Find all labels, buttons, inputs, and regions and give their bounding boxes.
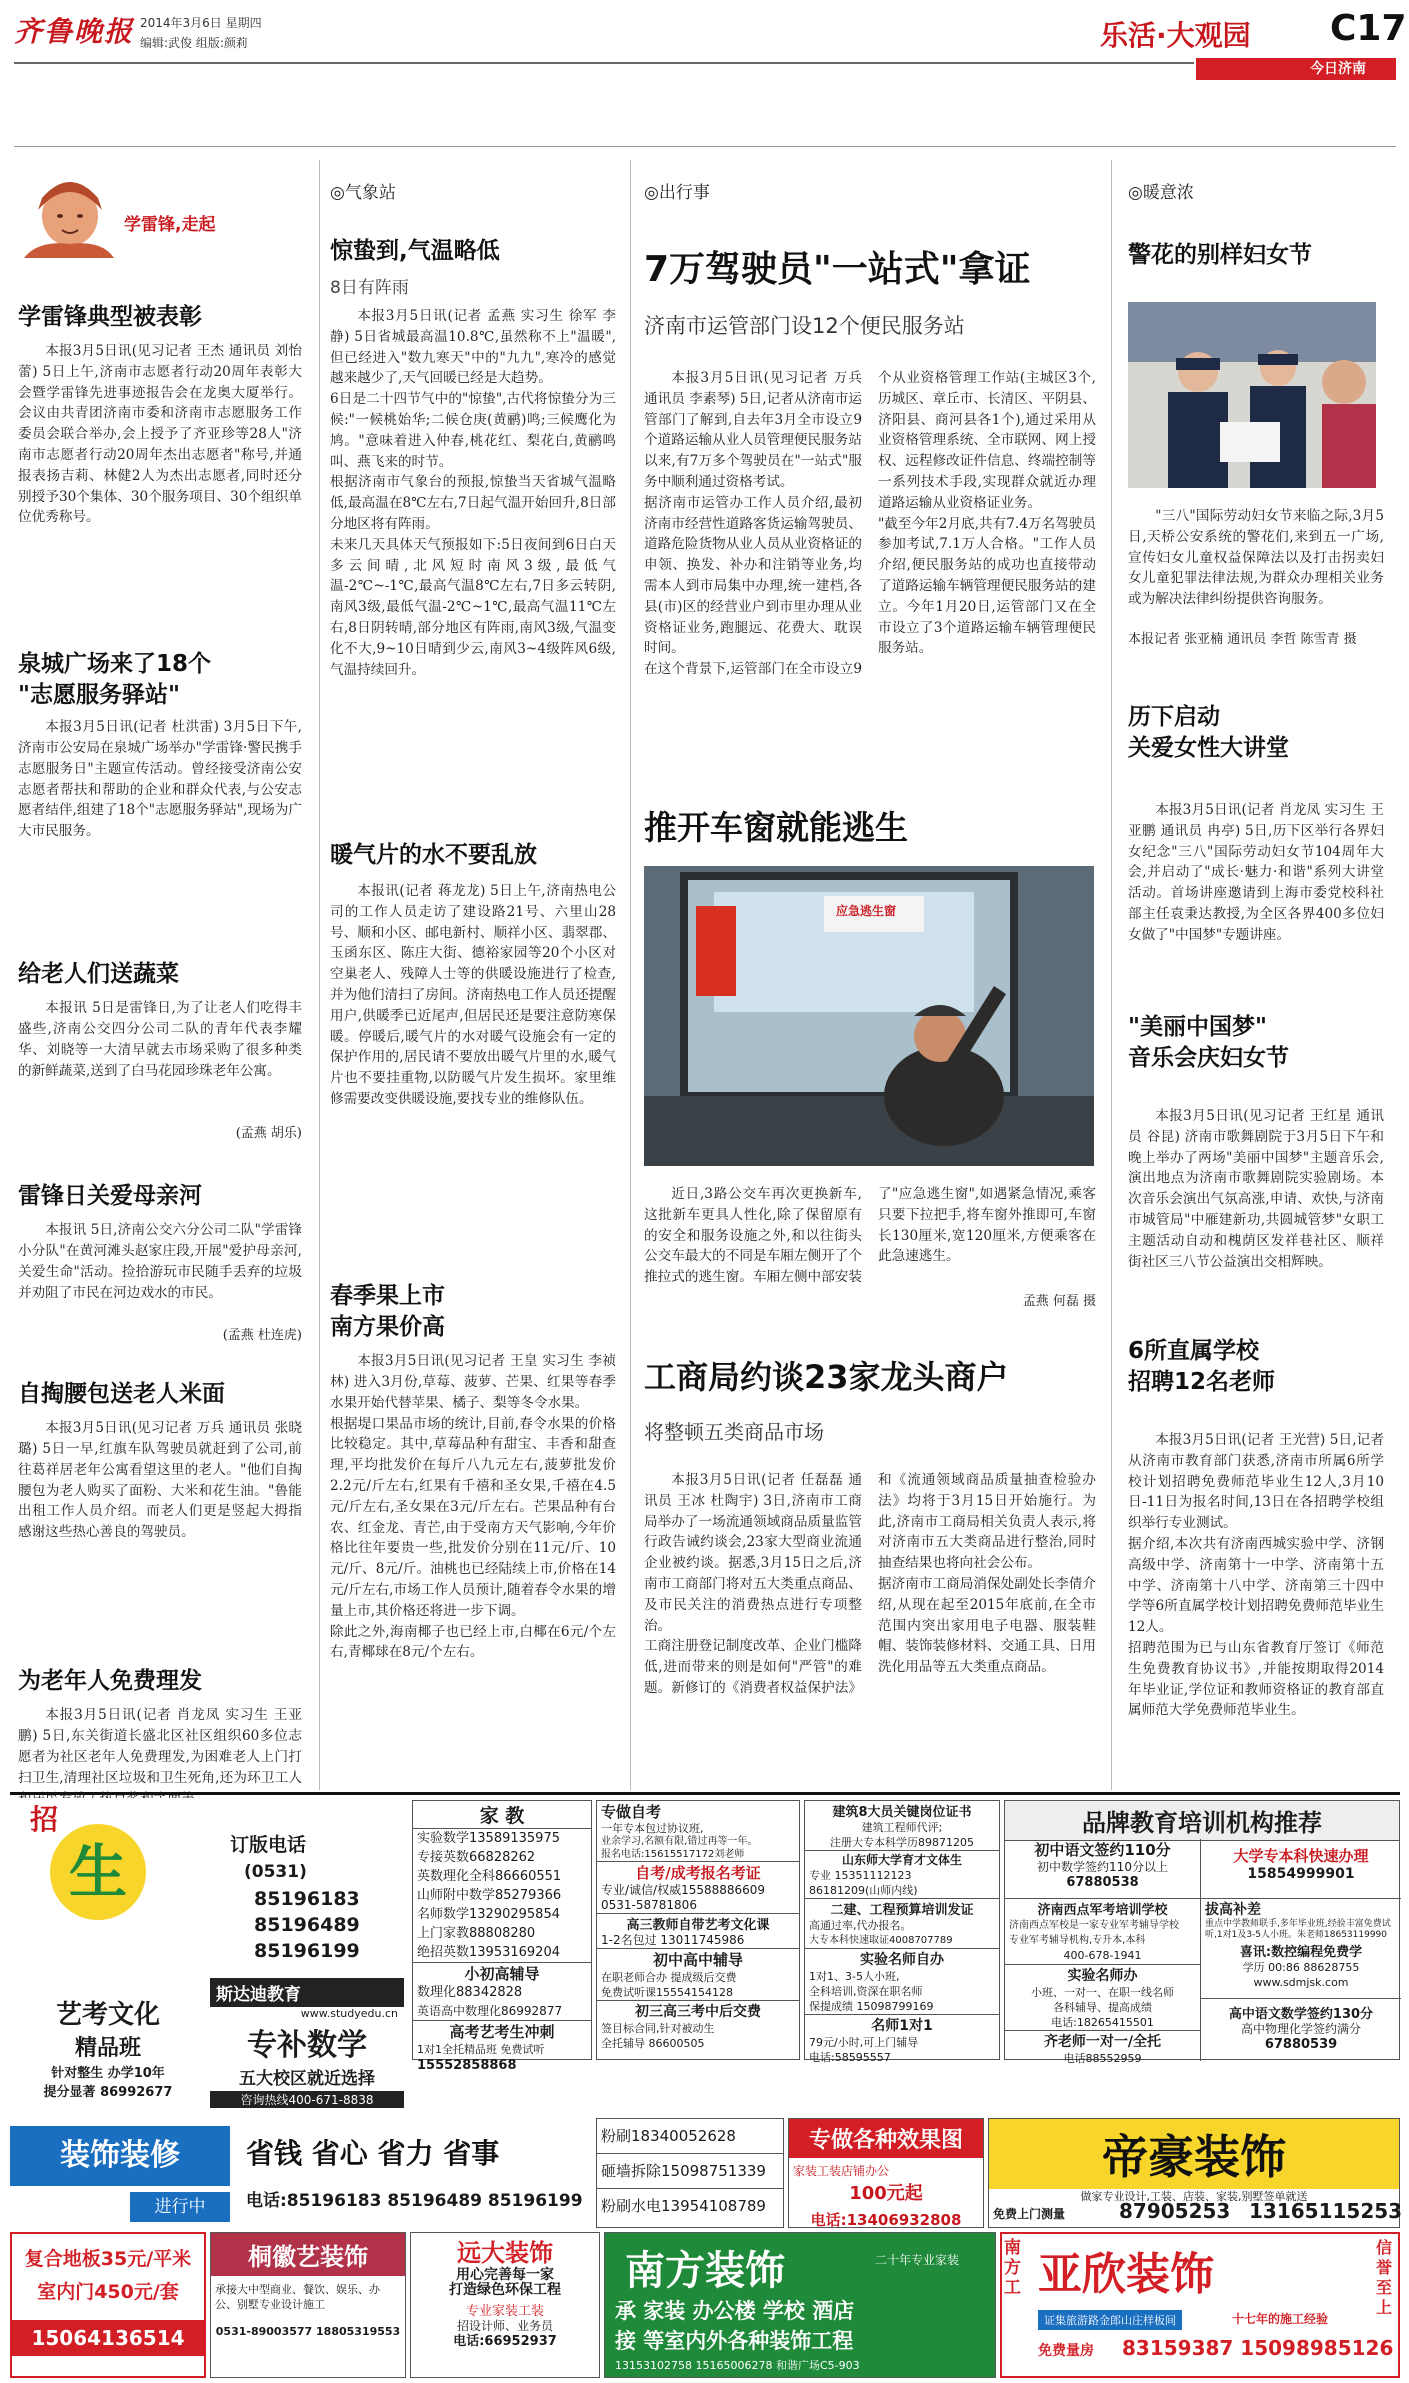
article-body: 本报讯(记者 蒋龙龙) 5日上午,济南热电公司的工作人员走访了建设路21号、六里山28号、顺和小区、邮电新村、顺祥小区、翡翠郡、玉函东区、陈庄大街、德裕家园等20个小区对空巢老人、残障人士等的供暖设施进行了检查,并为他们清扫了房间。济南热电工作人员还提醒用户,供暖季已近尾声,但居民还是要注意防寒保暖。停暖后,暖气片的水对暖气设施会有一定的保护作用的,居民请不要放出暖气片里的水,暖气片也不要挂重物,以防暖气片发生损坏。家里维修需要改变供暖设施,要找专业的维修队伍。 bbox=[330, 883, 616, 1108]
ad-line: 电话:66952937 bbox=[453, 2334, 557, 2349]
article-title: 工商局约谈23家龙头商户 bbox=[644, 1358, 1009, 1396]
ad-phone: 83159387 15098985126 bbox=[1122, 2336, 1394, 2360]
ad-phone: 85196183 bbox=[254, 1888, 360, 1910]
article-title: 为老年人免费理发 bbox=[18, 1668, 202, 1695]
article-title: 6所直属学校 招聘12名老师 bbox=[1128, 1338, 1276, 1396]
article-body: 本报讯 5日是雷锋日,为了让老人们吃得丰盛些,济南公交四分公司二队的青年代表李耀华、刘晓等一大清早就去市场采购了很多种类的新鲜蔬菜,送到了白马花园珍珠老年公寓。 bbox=[18, 1000, 302, 1079]
ad-line: 名师数学13290295854 bbox=[417, 1907, 560, 1922]
ad-cell bbox=[1005, 2031, 1201, 2065]
ad-title: 拔高补差 bbox=[1205, 1902, 1261, 1918]
section-name: 乐活·大观园 bbox=[1100, 19, 1251, 52]
ad-phone: 85196489 bbox=[254, 1914, 360, 1936]
ad-line: 承 家装 办公楼 学校 酒店 bbox=[615, 2299, 855, 2323]
ad-line: 承接大中型商业、餐饮、娱乐、办公、别墅专业设计施工 bbox=[215, 2283, 380, 2311]
ad-line: 电话:13406932808 bbox=[810, 2211, 962, 2229]
ad-cell bbox=[1201, 1899, 1401, 1999]
ad-line: 电话:58595557 bbox=[809, 2051, 891, 2064]
ad-line: 提分显著 86992677 bbox=[43, 2085, 173, 2100]
ad-line: 专接英数66828262 bbox=[417, 1850, 536, 1865]
ad-line: 13153102758 15165006278 和谐广场C5-903 bbox=[615, 2359, 860, 2372]
ad-line: 报名电话:15615517172刘老师 bbox=[601, 1849, 745, 1860]
enrollment-ad bbox=[10, 1798, 210, 1938]
render-effect-ad bbox=[788, 2118, 984, 2228]
article-title: 暖气片的水不要乱放 bbox=[330, 842, 537, 869]
ad-title: 齐老师一对一/全托 bbox=[1043, 2034, 1162, 2050]
masthead-editors: 编辑:武俊 组版:颜莉 bbox=[140, 36, 248, 50]
ad-line: 大专本科快速取证4008707789 bbox=[809, 1935, 953, 1946]
ad-title: 家 教 bbox=[413, 1801, 591, 1829]
decoration-banner-ad bbox=[10, 2118, 584, 2228]
ad-title: 帝豪装饰 bbox=[989, 2119, 1399, 2189]
dihao-decoration-ad bbox=[988, 2118, 1403, 2228]
ad-area: (0531) bbox=[244, 1862, 307, 1882]
ad-line: 十七年的施工经验 bbox=[1232, 2312, 1329, 2326]
ad-cell bbox=[1201, 1839, 1401, 1899]
ad-phone: 87905253 bbox=[1119, 2199, 1231, 2223]
article-title: 警花的别样妇女节 bbox=[1128, 242, 1312, 268]
ad-line: 67880539 bbox=[1264, 2037, 1338, 2052]
ad-title: 专做各种效果图 bbox=[789, 2119, 983, 2158]
article-subtitle: 8日有阵雨 bbox=[330, 278, 409, 299]
tonghui-decoration-ad bbox=[210, 2232, 406, 2378]
ad-title: 远大装饰 bbox=[457, 2239, 553, 2267]
ad-line: 1对1全托精品班 免费试听 bbox=[417, 2043, 545, 2056]
photo-title: 推开车窗就能逃生 bbox=[644, 808, 908, 847]
ad-label: 信誉至上 bbox=[1376, 2238, 1393, 2317]
article-subtitle: 将整顿五类商品市场 bbox=[644, 1420, 824, 1444]
ad-line: 全托辅导 86600505 bbox=[601, 2037, 705, 2050]
section-label: ◎出行事 bbox=[644, 183, 710, 203]
article-body: 本报3月5日讯(见习记者 王杰 通讯员 刘怡蕾) 5日上午,济南市志愿者行动20周年表彰大会暨学雷锋先进事迹报告会在龙奥大厦举行。会议由共青团济南市委和济南市志愿服务工作委员会联合举办,会上授予了齐亚珍等28人"济南市志愿者行动20周年杰出志愿者"称号,并通报表扬吉莉、林健2人为杰出志愿者,同时还分别授予30个集体、30个服务项目、30个组织单位优秀称号。 bbox=[18, 343, 302, 526]
ad-cell bbox=[1005, 1839, 1201, 1899]
paint-ad bbox=[596, 2118, 784, 2228]
article-body: 本报3月5日讯(见习记者 万兵 通讯员 张晓璐) 5日一早,红旗车队驾驶员就赶到了公司,前往葛祥居老年公寓看望这里的老人。"他们自掏腰包为老人购买了面粉、大米和花生油。"鲁能出租工作人员介绍。而老人们更是竖起大拇指感谢这些热心善良的驾驶员。 bbox=[18, 1420, 302, 1541]
ad-line: 家装工装店铺办公 bbox=[793, 2164, 890, 2178]
ad-cell bbox=[1005, 1965, 1201, 2031]
education-brands-ad bbox=[1004, 1800, 1400, 2065]
section-label: ◎气象站 bbox=[330, 183, 396, 203]
yaxin-decoration-ad bbox=[1000, 2232, 1400, 2378]
ad-line: 高中物理化学签约满分 bbox=[1240, 2022, 1361, 2036]
ad-line: 0531-58781806 bbox=[601, 1898, 697, 1912]
article-body: 本报3月5日讯(记者 孟燕 实习生 徐军 李静) 5日省城最高温10.8℃,虽然称不上"温暖",但已经进入"数九寒天"中的"九九",寒冷的感觉越来越少了,天气回暖已经是大趋势。 6日是二十四节气中的"惊蛰",古代将惊蛰分为三候:"一候桃始华;二候仓庚(黄鹂)鸣;三候鹰化为鸠。"意味着进入仲春,桃花红、梨花白,黄鹂鸣叫、燕飞来的时节。 根据济南市气象台的预报,惊蛰当天省城气温略低,最高温在8℃左右,7日起气温开始回升,8日部分地区将有阵雨。 未来几天具体天气预报如下:5日夜间到6日白天多云间晴,北风短时南风3级,最低气温-2℃~-1℃,最高气温8℃左右,7日多云转阴,南风3级,最低气温-2℃~1℃,最高气温11℃左右,8日阴转晴,部分地区有阵雨,南风3级,气温变化不大,9~10日晴到少云,南风3~4级阵风6级,气温持续回升。 bbox=[330, 308, 616, 678]
article-byline: 本报记者 张亚楠 通讯员 李哲 陈雪青 摄 bbox=[1128, 632, 1357, 647]
ad-title: 初三高三考中后交费 bbox=[597, 2000, 799, 2021]
ad-line: 学历 00:86 88628755 bbox=[1242, 1961, 1360, 1974]
ad-title: 济南西点军考培训学校 bbox=[1037, 1903, 1168, 1918]
ad-line: 英数理化全科86660551 bbox=[417, 1869, 562, 1884]
article-body: 本报3月5日讯(记者 杜洪雷) 3月5日下午,济南市公安局在泉城广场举办"学雷锋·警民携手志愿服务日"主题宣传活动。曾经接受济南公安志愿者帮扶和帮助的企业和群众代表,与公安志愿者结伴,组建了18个"志愿服务驿站",现场为广大市民服务。 bbox=[18, 719, 302, 840]
ad-line: 全科培训,资深在职名师 bbox=[809, 1985, 923, 1998]
ad-title: 名师1对1 bbox=[805, 2014, 999, 2035]
article-body: 本报3月5日讯(记者 肖龙凤 实习生 王亚鹏 通讯员 冉亭) 5日,历下区举行各界妇女纪念"三八"国际劳动妇女节104周年大会,并启动了"成长·魅力·和谐"系列大讲堂活动。首场讲座邀请到上海市委党校科社部主任袁秉达教授,为全区各界400多位妇女做了"中国梦"专题讲座。 bbox=[1128, 802, 1384, 943]
ad-title: 初中语文签约110分 bbox=[1034, 1841, 1171, 1859]
lei-feng-banner: 学雷锋,走起 bbox=[124, 215, 216, 235]
masthead-paper: 齐鲁晚报 bbox=[14, 15, 135, 48]
ad-title: 高考艺考生冲刺 bbox=[413, 2020, 591, 2042]
ad-label: 订版电话 bbox=[230, 1834, 307, 1856]
ad-phone: 15064136514 bbox=[12, 2320, 204, 2356]
flooring-ad bbox=[10, 2232, 206, 2378]
ad-line: 粉刷18340052628 bbox=[597, 2119, 783, 2154]
page-number: C17 bbox=[1330, 8, 1407, 49]
art-exam-ad bbox=[10, 1990, 206, 2112]
ad-line: 用心完善每一家 bbox=[456, 2267, 554, 2283]
ad-line: 业余学习,名额有限,错过再等一年。 bbox=[601, 1836, 758, 1847]
article-body: 本报3月5日讯(见习记者 王皇 实习生 李祯林) 进入3月份,草莓、菠萝、芒果、红果等春季水果开始代替苹果、橘子、梨等冬令水果。 根据堤口果品市场的统计,目前,春令水果的价格比较稳定。其中,草莓品种有甜宝、丰香和甜查理,平均批发价在每斤八九元左右,菠萝批发价2.2元/斤左右,红果有千禧和圣女果,千禧在4.5元/斤左右,圣女果在3元/斤左右。芒果品种有台农、红金龙、青芒,由于受南方天气影响,今年价格比往年要贵一些,批发价分别在11元/斤、10元/斤、8元/斤。油桃也已经陆续上市,价格在14元/斤左右,市场工作人员预计,随着春令水果的增量上市,其价格还将进一步下调。 除此之外,海南椰子也已经上市,白椰在6元/个左右,青椰球在8元/个左右。 bbox=[330, 1353, 616, 1661]
col2-stack bbox=[330, 236, 616, 1809]
ad-line: 英语高中数理化86992877 bbox=[417, 2004, 563, 2018]
ad-label: 南方工 bbox=[1004, 2238, 1021, 2298]
ad-line: 接 等室内外各种装饰工程 bbox=[615, 2329, 854, 2353]
ad-title: 山东师大学育才文体生 bbox=[805, 1850, 999, 1868]
ad-cell bbox=[1201, 1999, 1401, 2061]
photo-caption: 近日,3路公交车再次更换新车,这批新车更具人性化,除了保留原有的安全和服务设施之外,和以往街头公交车最大的不同是车厢左侧开了个推拉式的逃生窗。车厢左侧中部安装了"应急逃生窗",如遇紧急情况,乘客只要下拉把手,将车窗外推即可,车窗长130厘米,宽120厘米,方便乘客在此急速逃生。 bbox=[644, 1186, 1096, 1286]
ad-line: 二十年专业家装 bbox=[875, 2253, 960, 2267]
article-title: 泉城广场来了18个 "志愿服务驿站" bbox=[18, 651, 212, 709]
ad-line: 粉刷水电13954108789 bbox=[601, 2197, 766, 2215]
ad-line: 山师附中数学85279366 bbox=[417, 1888, 562, 1903]
article-body: "三八"国际劳动妇女节来临之际,3月5日,天桥公安系统的警花们,来到五一广场,宣传妇女儿童权益保障法以及打击拐卖妇女儿童犯罪法律法规,为群众办理相关业务或为解决法律纠纷提供咨询服务。 bbox=[1128, 508, 1384, 608]
ad-line: 签目标合同,针对被动生 bbox=[601, 2022, 715, 2035]
article-title: 给老人们送蔬菜 bbox=[18, 961, 179, 988]
ad-line: 打造绿色环保工程 bbox=[449, 2282, 561, 2298]
ad-phone: 电话:85196183 85196489 85196199 bbox=[246, 2191, 583, 2211]
ad-line: 五大校区就近选择 bbox=[239, 2069, 375, 2089]
ad-phone: 85196199 bbox=[254, 1940, 360, 1962]
ad-line: 67880538 bbox=[1066, 1875, 1139, 1890]
ad-label: 装饰装修 bbox=[10, 2126, 230, 2186]
ad-title: 喜讯:数控编程免费学 bbox=[1239, 1945, 1363, 1960]
escape-window-label: 应急逃生窗 bbox=[836, 904, 897, 918]
ad-line: 高通过率,代办报名。 bbox=[809, 1919, 912, 1932]
article-title: 惊蛰到,气温略低 bbox=[330, 238, 500, 264]
article-body: 本报3月5日讯(记者 任磊磊 通讯员 王冰 杜陶宇) 3日,济南市工商局举办了一场流通领域商品质量监管行政告诫约谈会,23家大型商业流通企业被约谈。据悉,3月15日之后,济南市工商部门将对五大类重点商品、及市民关注的消费热点进行专项整治。 工商注册登记制度改革、企业门槛降低,进而带来的则是如何"严管"的难题。新修订的《消费者权益保护法》和《流通领域商品质量抽查检验办法》均将于3月15日开始施行。为此,济南市工商局相关负责人表示,将对济南市五大类商品进行整治,同时抽查结果也将向社会公布。 据济南市工商局消保处副处长李倩介绍,从现在起至2015年底前,在全市范围内突出家用电子电器、服装鞋帽、装饰装修材料、交通工具、日用洗化用品等五大类重点商品。 bbox=[644, 1472, 1096, 1696]
ad-line: 上门家教88808280 bbox=[417, 1926, 536, 1941]
ad-line: 针对整生 办学10年 bbox=[51, 2066, 165, 2081]
ad-line: 在职老师合办 提成级后交费 bbox=[601, 1971, 737, 1984]
ad-line: 0531-89003577 18805319553 bbox=[215, 2325, 401, 2338]
nanfang-decoration-ad bbox=[604, 2232, 996, 2378]
ad-line: 专业家装工装 bbox=[465, 2304, 544, 2319]
ad-title: 高中语文数学签约130分 bbox=[1228, 2007, 1374, 2022]
ad-line: 1对1、3-5人小班, bbox=[809, 1970, 900, 1983]
ad-line: 电话:18265415501 bbox=[1051, 2016, 1154, 2029]
ad-char: 招 bbox=[30, 1803, 59, 1836]
ad-line: 1-2名包过 13011745986 bbox=[601, 1933, 745, 1947]
ad-title: 建筑8大员关键岗位证书 bbox=[832, 1805, 972, 1820]
tutor-ad bbox=[412, 1800, 592, 2073]
ad-line: 注册大专本科学历89871205 bbox=[830, 1836, 974, 1849]
ad-site: www.studyedu.cn bbox=[300, 2007, 398, 2020]
article-title: 学雷锋典型被表彰 bbox=[18, 304, 202, 330]
section-label: ◎暖意浓 bbox=[1128, 183, 1194, 203]
column-divider bbox=[319, 160, 320, 1790]
ad-title: 初中高中辅导 bbox=[597, 1948, 799, 1970]
ad-title: 实验名师办 bbox=[1067, 1968, 1138, 1984]
ad-line: 保提成绩 15098799169 bbox=[809, 2000, 934, 2013]
lead-subtitle: 济南市运管部门设12个便民服务站 bbox=[644, 314, 965, 338]
ad-label: 进行中 bbox=[130, 2192, 230, 2222]
article-body: 本报3月5日讯(记者 肖龙凤 实习生 王亚鹏) 5日,东关街道长盛北区社区组织60多位志愿者为社区老年人免费理发,为困难老人上门打扫卫生,清理社区垃圾和卫生死角,还为环卫工人 bbox=[18, 1707, 302, 1786]
ads-top-rule bbox=[10, 1792, 1400, 1795]
ad-line: 专业 15351112123 bbox=[809, 1869, 912, 1882]
ad-title: 复合地板35元/平米 bbox=[24, 2248, 192, 2270]
ad-line: 咨询热线400-671-8838 bbox=[210, 2091, 404, 2108]
ad-line: 数理化88342828 bbox=[417, 1985, 523, 2000]
ad-line: 免费量房 bbox=[1038, 2343, 1094, 2359]
ad-char: 生 bbox=[50, 1824, 146, 1920]
ad-title: 精品班 bbox=[74, 2036, 141, 2061]
ad-line: 建筑工程师代评; bbox=[861, 1821, 943, 1834]
self-study-exam-ad bbox=[596, 1800, 800, 2060]
top-divider bbox=[14, 146, 1396, 147]
ad-cell bbox=[1005, 1899, 1201, 1965]
ad-title: 自考/成考报名考证 bbox=[597, 1861, 799, 1883]
photo-credit: 孟燕 何磊 摄 bbox=[1022, 1294, 1096, 1309]
ad-title: 南方装饰 bbox=[625, 2248, 785, 2294]
ad-line: 15854999901 bbox=[1247, 1866, 1355, 1882]
yuanda-decoration-ad bbox=[410, 2232, 600, 2378]
ad-line: 79元/小时,可上门辅导 bbox=[809, 2036, 919, 2049]
ad-line: 小班、一对一、在职一线名师 bbox=[1031, 1986, 1174, 1999]
ad-line: 400-678-1941 bbox=[1063, 1949, 1142, 1962]
ad-line: 电话88552959 bbox=[1063, 2052, 1142, 2065]
col1-stack bbox=[18, 302, 302, 1873]
ad-line: 绝招英数13953169204 bbox=[417, 1945, 560, 1960]
ad-line: 15552858868 bbox=[417, 2058, 517, 2073]
article-title: "美丽中国梦" 音乐会庆妇女节 bbox=[1128, 1014, 1289, 1072]
math-tutor-ad bbox=[210, 1978, 404, 2108]
ad-line: 免费试听课15554154128 bbox=[601, 1986, 733, 1999]
article-byline: (孟燕 胡乐) bbox=[235, 1126, 302, 1142]
ad-brand: 斯达迪教育 bbox=[210, 1978, 404, 2007]
ad-line: 砸墙拆除15098751339 bbox=[597, 2154, 783, 2189]
ad-title: 100元起 bbox=[849, 2183, 923, 2204]
article-body: 本报3月5日讯(记者 王光营) 5日,记者从济南市教育部门获悉,济南市所属6所学校计划招聘免费师范毕业生12人,3月10日-11日为报名时间,13日在各招聘学校组织举行专业测试。 据介绍,本次共有济南西城实验中学、济钢高级中学、济南第十一中学、济南第十五中学、济南第十八中学、济南第三十四中学等6所直属学校计划招聘免费师范毕业生12人。 招聘范围为已与山东省教育厅签订《师范生免费教育协议书》,并能按期取得2014年毕业证,学位证和教师资格证的教育部直属师范大学免费师范毕业生。 bbox=[1128, 1432, 1384, 1719]
ad-line: 证集旅游路金郎山庄样板间 bbox=[1038, 2310, 1182, 2330]
ad-title: 亚欣装饰 bbox=[1038, 2249, 1214, 2300]
article-body: 本报讯 5日,济南公交六分公司二队"学雷锋小分队"在黄河滩头赵家庄段,开展"爱护母亲河,关爱生命"活动。捡拾游玩市民随手丢弃的垃圾并劝阻了市民在河边戏水的市民。 bbox=[18, 1222, 302, 1301]
ad-line: 专业/诚信/权威15588886609 bbox=[601, 1883, 766, 1897]
article-title: 雷锋日关爱母亲河 bbox=[18, 1183, 202, 1210]
article-title: 春季果上市 南方果价高 bbox=[330, 1283, 445, 1341]
masthead-date: 2014年3月6日 星期四 bbox=[140, 16, 262, 30]
ad-line: 做家专业设计,工装、店装、家装,别墅签单就送 bbox=[1080, 2190, 1308, 2203]
article-title: 历下启动 关爱女性大讲堂 bbox=[1128, 704, 1289, 762]
article-body: 本报3月5日讯(见习记者 王红星 通讯员 谷昆) 济南市歌舞剧院于3月5日下午和晚上举办了两场"美丽中国梦"主题音乐会,演出地点为济南市歌舞剧院实验剧场。本次音乐会演出气氛高涨,申请、欢快,与济南市城管局"中雁建新功,共圆城管梦"女职工主题活动自动和槐荫区发祥巷社区、顺祥街社区三八节公益演出交相辉映。 bbox=[1128, 1108, 1384, 1270]
ad-line: 免费上门测量 bbox=[993, 2207, 1066, 2221]
ad-phone: 13165115253 bbox=[1249, 2199, 1403, 2223]
ad-title: 二建、工程预算培训发证 bbox=[805, 1898, 999, 1918]
lei-feng-portrait bbox=[18, 180, 118, 258]
ad-line: 一年专本包过协议班, bbox=[601, 1822, 704, 1835]
ad-line: www.sdmjsk.com bbox=[1253, 1976, 1349, 1989]
ad-title: 大学专本科快速办理 bbox=[1233, 1847, 1369, 1865]
masthead-rule bbox=[14, 62, 1194, 64]
ad-title: 室内门450元/套 bbox=[37, 2281, 179, 2303]
ad-title: 桐徽艺装饰 bbox=[211, 2233, 405, 2276]
ad-line: 各科辅导、提高成绩 bbox=[1053, 2001, 1152, 2014]
ad-line: 86181209(山师内线) bbox=[809, 1884, 918, 1897]
ad-title: 专补数学 bbox=[247, 2028, 367, 2063]
ad-title: 小初高辅导 bbox=[413, 1962, 591, 1984]
lead-body: 本报3月5日讯(见习记者 万兵 通讯员 李素琴) 5日,记者从济南市运管部门了解到,自去年3月全市设立9个道路运输从业人员管理便民服务站以来,有7万多个驾驶员在"一站式"服务中顺利通过资格考试。 据济南市运管办工作人员介绍,最初济南市经营性道路客货运输驾驶员、道路危险货物从业人员从业资格证的申领、换发、补办和注销等业务,均需本人到市局集中办理,统一建档,各县(市)区的经营业户到市里办理从业资格证业务,跑腿远、花费大、耽误时间。 在这个背景下,运管部门在全市设立9个从业资格管理工作站(主城区3个,历城区、章丘市、长清区、平阴县、济阳县、商河县各1个),通过采用从业资格管理系统、全市联网、网上授权、远程修改证件信息、终端控制等一系列技术手段,实现群众就近办理道路运输从业资格证业务。 "截至今年2月底,共有7.4万名驾驶员参加考试,7.1万人合格。"工作人员介绍,便民服务站的成功也直接带动了道路运输车辆管理便民服务站的建立。今年1月20日,运管部门又在全市设立了3个道路运输车辆管理便民服务站。 bbox=[644, 370, 1096, 678]
ad-title: 实验名师自办 bbox=[805, 1948, 999, 1969]
edition-tag: 今日济南 bbox=[1196, 58, 1396, 80]
article-title: 自掏腰包送老人米面 bbox=[18, 1381, 225, 1408]
column-divider bbox=[1111, 160, 1112, 1790]
column-divider bbox=[630, 160, 631, 1790]
ad-title: 艺考文化 bbox=[55, 2000, 160, 2030]
construction-cert-ad bbox=[804, 1800, 1000, 2064]
ad-title: 高三教师自带艺考文化课 bbox=[597, 1913, 799, 1933]
article-byline: (孟燕 杜连虎) bbox=[222, 1328, 302, 1344]
ad-line: 实验数学13589135975 bbox=[417, 1831, 560, 1846]
ad-line: 招设计师、业务员 bbox=[456, 2319, 553, 2333]
ad-line: 重点中学教师联手,多年毕业班,经验丰富免费试听,1对1及3-5人小班。朱老师18653119990 bbox=[1205, 1919, 1391, 1940]
ad-slogan: 省钱 省心 省力 省事 bbox=[246, 2137, 500, 2170]
ad-line: 济南西点军校是一家专业军考辅导学校 bbox=[1009, 1920, 1179, 1931]
police-women-photo bbox=[1128, 302, 1376, 488]
ad-line: 初中数学签约110分以上 bbox=[1037, 1860, 1168, 1874]
ad-title: 品牌教育培训机构推荐 bbox=[1005, 1801, 1399, 1841]
ad-line: 专业军考辅导机构,专升本,本科 bbox=[1009, 1935, 1146, 1946]
ad-title: 专做自考 bbox=[601, 1803, 662, 1821]
lead-title: 7万驾驶员"一站式"拿证 bbox=[644, 249, 1031, 290]
